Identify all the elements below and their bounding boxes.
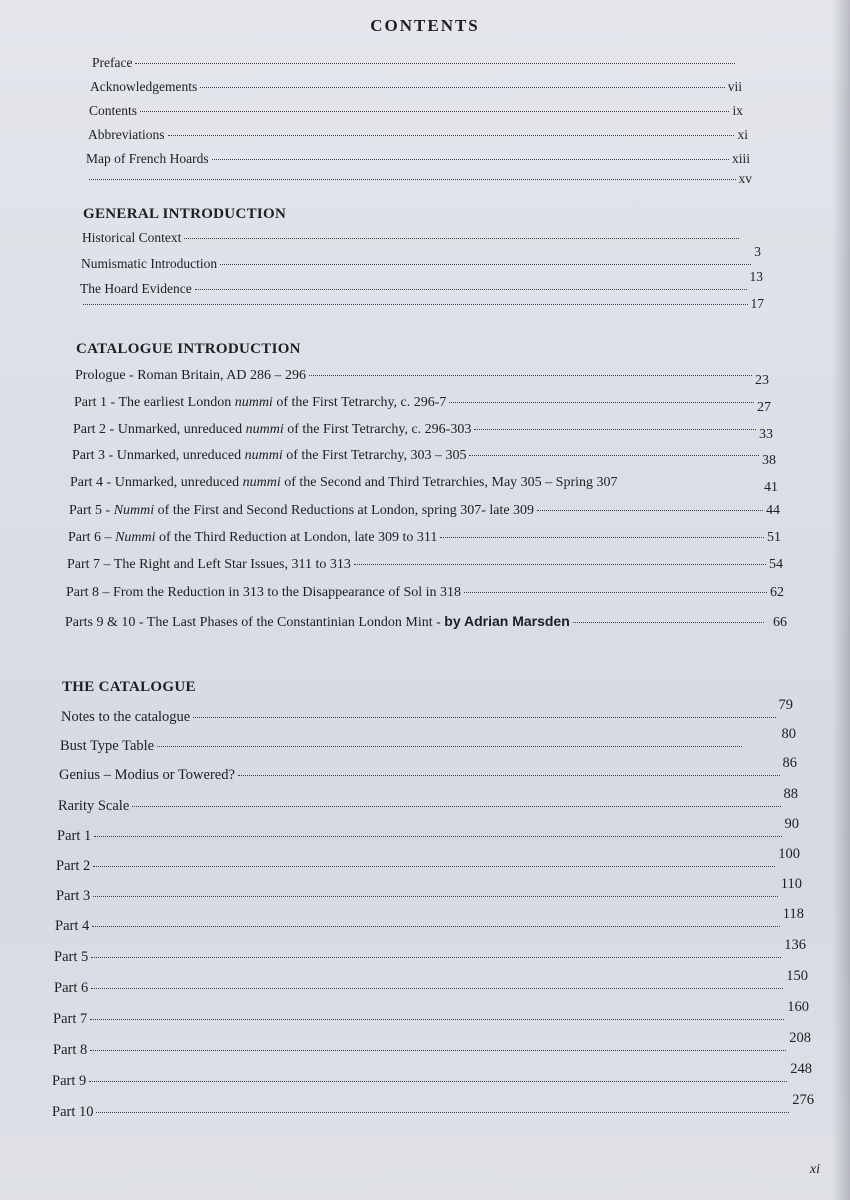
toc-entry-label: Part 8 – From the Reduction in 313 to the Disappearance of Sol in 318 — [66, 585, 462, 600]
toc-page-number: 160 — [787, 999, 809, 1015]
dot-leader — [195, 289, 747, 290]
toc-entry-numismatic-introduction — [81, 244, 761, 272]
toc-page-number: 248 — [790, 1061, 812, 1077]
toc-entry-acknowledgements — [90, 79, 742, 95]
toc-page-number: 86 — [782, 755, 797, 771]
dot-leader — [135, 63, 735, 64]
toc-entry-part-4 — [70, 475, 778, 495]
toc-entry-catalogue-part-2 — [56, 846, 800, 875]
toc-entry-label: Part 2 - Unmarked, unreduced nummi of the First Tetrarchy, c. 296-303 — [73, 422, 472, 437]
toc-entry-part-8 — [66, 585, 784, 601]
dot-leader — [92, 926, 780, 927]
toc-page-number: 38 — [762, 453, 776, 468]
toc-entry-preface — [92, 55, 738, 71]
toc-page-number: 150 — [786, 968, 808, 984]
dot-leader — [354, 564, 766, 565]
toc-page-number: xv — [738, 171, 752, 186]
toc-page-number: 13 — [749, 269, 763, 284]
toc-entry-label: Part 10 — [52, 1104, 94, 1120]
toc-entry-label: Parts 9 & 10 - The Last Phases of the Constantinian London Mint - by Adrian Marsden — [65, 613, 570, 630]
toc-entry-continuation — [80, 296, 764, 312]
toc-entry-label: Part 7 – The Right and Left Star Issues, 311 to 313 — [67, 557, 351, 572]
toc-page-number: vii — [727, 79, 742, 94]
toc-entry-prologue — [75, 368, 769, 388]
toc-page-number: 88 — [783, 786, 798, 802]
toc-entry-label: Prologue - Roman Britain, AD 286 – 296 — [75, 368, 306, 383]
dot-leader — [90, 1019, 784, 1020]
dot-leader — [132, 806, 780, 807]
toc-entry-label: Genius – Modius or Towered? — [59, 767, 235, 783]
dot-leader — [93, 866, 775, 867]
toc-entry-abbreviations — [88, 127, 748, 143]
dot-leader — [91, 988, 783, 989]
toc-page-number: 23 — [755, 373, 769, 388]
toc-entry-label: Notes to the catalogue — [61, 709, 191, 725]
toc-entry-label: Part 8 — [53, 1042, 88, 1058]
toc-entry-catalogue-part-9 — [52, 1061, 812, 1090]
toc-page-number: 110 — [780, 876, 802, 892]
dot-leader — [93, 896, 778, 897]
dot-leader — [309, 375, 752, 376]
toc-entry-label: Part 4 — [55, 918, 90, 934]
toc-entry-label: Part 3 - Unmarked, unreduced nummi of the First Tetrarchy, 303 – 305 — [72, 448, 467, 463]
dot-leader — [91, 957, 781, 958]
toc-page-number: 51 — [767, 530, 781, 545]
toc-entry-part-2 — [73, 422, 773, 442]
toc-entry-contents — [89, 103, 743, 119]
dot-leader — [469, 455, 759, 456]
toc-page-number: 27 — [757, 400, 771, 415]
dot-leader — [140, 111, 729, 112]
dot-leader — [157, 746, 741, 747]
page-edge-shadow — [832, 0, 850, 1200]
toc-entry-parts-9-10 — [65, 613, 787, 631]
dot-leader — [440, 537, 764, 538]
page-title: CONTENTS — [370, 16, 480, 35]
toc-page-number: 100 — [778, 846, 800, 862]
toc-entry-catalogue-part-6 — [54, 968, 808, 997]
dot-leader — [90, 1050, 786, 1051]
page-folio: xi — [809, 1162, 820, 1177]
toc-page-number: 54 — [769, 557, 783, 572]
dot-leader — [193, 717, 775, 718]
toc-entry-part-6 — [68, 530, 781, 546]
toc-entry-label: The Hoard Evidence — [80, 281, 192, 296]
toc-entry-catalogue-part-8 — [53, 1030, 811, 1059]
dot-leader — [83, 304, 748, 305]
toc-page-number: ix — [732, 103, 743, 118]
toc-entry-label: Part 7 — [53, 1011, 88, 1027]
toc-entry-part-5 — [69, 503, 780, 519]
toc-entry-label: Part 1 - The earliest London nummi of the First Tetrarchy, c. 296-7 — [74, 395, 447, 410]
toc-entry-continuation — [86, 171, 752, 187]
dot-leader — [573, 622, 764, 623]
toc-page-number: 17 — [750, 296, 764, 311]
toc-entry-label: Part 2 — [56, 858, 91, 874]
toc-entry-catalogue-part-10 — [52, 1092, 814, 1121]
toc-entry-catalogue-part-5 — [54, 937, 806, 966]
toc-page-number: 276 — [792, 1092, 814, 1108]
toc-entry-catalogue-part-1 — [57, 816, 799, 845]
dot-leader — [184, 238, 739, 239]
dot-leader — [220, 264, 751, 265]
toc-page-number: xi — [737, 127, 748, 142]
dot-leader — [212, 159, 729, 160]
dot-leader — [89, 179, 736, 180]
dot-leader — [94, 836, 781, 837]
dot-leader — [89, 1081, 787, 1082]
dot-leader — [537, 510, 763, 511]
toc-entry-notes — [61, 697, 793, 726]
dot-leader — [238, 775, 780, 776]
toc-entry-label: Part 5 - Nummi of the First and Second Reductions at London, spring 307- late 309 — [69, 503, 535, 518]
toc-entry-label: Preface — [92, 55, 133, 70]
toc-page-number: 136 — [784, 937, 806, 953]
toc-page-number: 66 — [773, 615, 787, 630]
toc-entry-part-7 — [67, 557, 783, 573]
toc-entry-hoard-evidence — [80, 269, 763, 297]
toc-page-number: 118 — [782, 906, 804, 922]
toc-entry-label: Rarity Scale — [58, 798, 130, 814]
toc-entry-label: Map of French Hoards — [86, 151, 209, 166]
toc-entry-label: Acknowledgements — [90, 79, 198, 94]
toc-entry-label: Bust Type Table — [60, 738, 155, 754]
dot-leader — [96, 1112, 789, 1113]
toc-entry-label: Contents — [89, 103, 138, 118]
author-credit: by Adrian Marsden — [444, 613, 570, 629]
dot-leader — [168, 135, 735, 136]
dot-leader — [200, 87, 725, 88]
toc-entry-label: Part 9 — [52, 1073, 87, 1089]
toc-entry-part-1 — [74, 395, 771, 415]
dot-leader — [474, 429, 756, 430]
toc-entry-label: Part 3 — [56, 888, 91, 904]
toc-page-number: 33 — [759, 427, 773, 442]
toc-entry-historical-context — [82, 230, 742, 246]
toc-page-number: 90 — [784, 816, 799, 832]
toc-entry-bust-type-table — [60, 726, 796, 755]
toc-entry-label: Part 4 - Unmarked, unreduced nummi of the Second and Third Tetrarchies, May 305 – Spring 307 — [70, 475, 618, 490]
toc-entry-label: Historical Context — [82, 230, 182, 245]
toc-entry-label: Part 1 — [57, 828, 92, 844]
toc-entry-label: Numismatic Introduction — [81, 256, 218, 271]
toc-entry-label: Abbreviations — [88, 127, 165, 142]
toc-page-number: 62 — [770, 585, 784, 600]
toc-entry-catalogue-part-4 — [55, 906, 804, 935]
toc-entry-catalogue-part-7 — [53, 999, 809, 1028]
toc-page-number: 41 — [764, 480, 778, 495]
dot-leader — [464, 592, 767, 593]
toc-entry-label: Part 6 — [54, 980, 89, 996]
toc-entry-map-of-french-hoards — [86, 151, 750, 167]
toc-entry-label: Part 6 – Nummi of the Third Reduction at London, late 309 to 311 — [68, 530, 438, 545]
toc-entry-catalogue-part-3 — [56, 876, 802, 905]
toc-page-number: 3 — [754, 244, 761, 259]
dot-leader — [449, 402, 754, 403]
toc-page-number: 208 — [789, 1030, 811, 1046]
section-heading-general-introduction: GENERAL INTRODUCTION — [83, 206, 287, 222]
toc-page-number: 79 — [778, 697, 793, 713]
section-heading-catalogue-introduction: CATALOGUE INTRODUCTION — [76, 341, 301, 357]
toc-page-number: xiii — [731, 151, 750, 166]
toc-entry-label: Part 5 — [54, 949, 89, 965]
section-heading-the-catalogue: THE CATALOGUE — [62, 679, 196, 695]
toc-page-number: 44 — [766, 503, 780, 518]
toc-entry-part-3 — [72, 448, 776, 468]
toc-page-number: 80 — [781, 726, 796, 742]
toc-entry-rarity-scale — [58, 786, 798, 815]
toc-entry-genius — [59, 755, 797, 784]
